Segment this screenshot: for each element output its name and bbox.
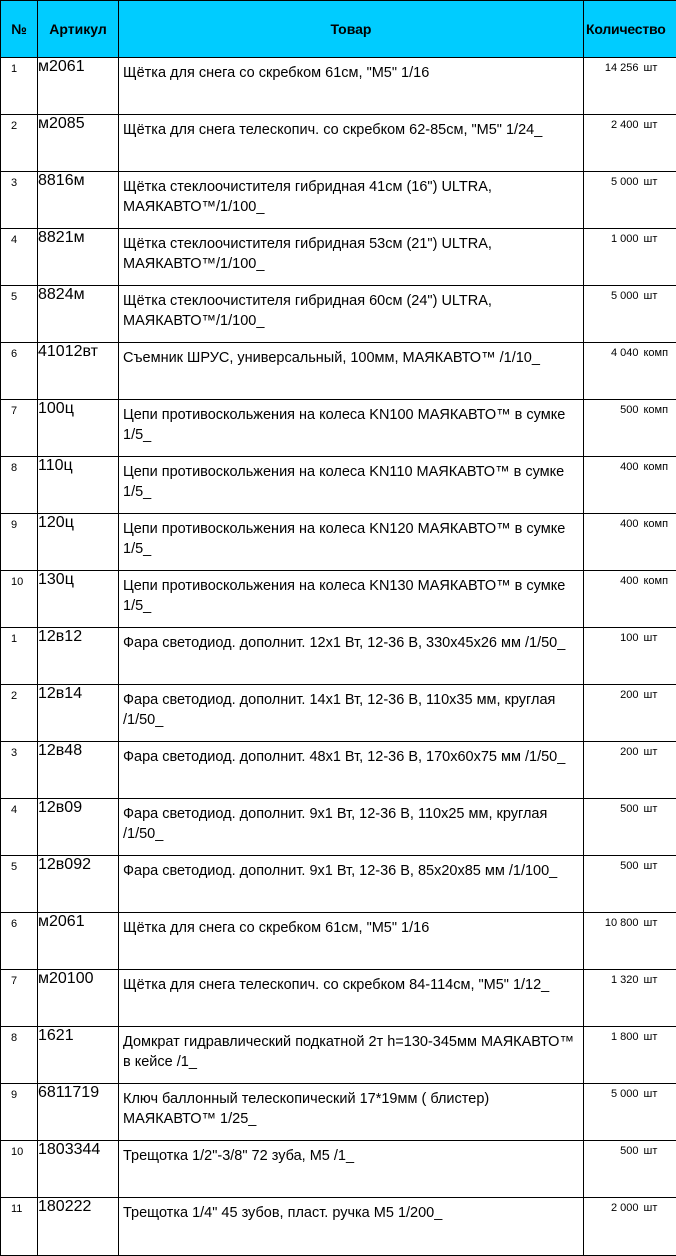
row-quantity: 500 — [584, 400, 642, 457]
table-row — [1, 286, 676, 343]
row-quantity: 5 000 — [584, 286, 642, 343]
row-article: 12в48 — [38, 742, 119, 799]
row-product-name: Цепи противоскольжения на колеса KN100 МАЯКАВТО™ в сумке 1/5_ — [119, 400, 584, 457]
row-quantity: 400 — [584, 457, 642, 514]
row-unit: шт — [642, 1141, 676, 1198]
row-num: 1 — [1, 628, 38, 685]
row-article: 8816м — [38, 172, 119, 229]
table-row — [1, 628, 676, 685]
row-product-name: Цепи противоскольжения на колеса KN110 МАЯКАВТО™ в сумке 1/5_ — [119, 457, 584, 514]
row-unit: шт — [642, 913, 676, 970]
row-num: 6 — [1, 913, 38, 970]
row-num: 11 — [1, 1198, 38, 1256]
table-row — [1, 685, 676, 742]
row-num: 1 — [1, 58, 38, 115]
row-unit: шт — [642, 799, 676, 856]
header-quantity: Количество — [584, 1, 676, 58]
row-quantity: 2 000 — [584, 1198, 642, 1256]
row-article: 12в14 — [38, 685, 119, 742]
table-row — [1, 1027, 676, 1084]
row-unit: шт — [642, 172, 676, 229]
table-row — [1, 970, 676, 1027]
row-quantity: 200 — [584, 685, 642, 742]
row-article: 12в12 — [38, 628, 119, 685]
row-unit: комп — [642, 514, 676, 571]
row-num: 9 — [1, 1084, 38, 1141]
row-num: 8 — [1, 1027, 38, 1084]
row-num: 10 — [1, 571, 38, 628]
table-row — [1, 1141, 676, 1198]
row-num: 5 — [1, 856, 38, 913]
row-num: 2 — [1, 115, 38, 172]
row-unit: шт — [642, 1027, 676, 1084]
row-num: 8 — [1, 457, 38, 514]
row-product-name: Фара светодиод. дополнит. 14x1 Вт, 12-36 В, 110x35 мм, круглая /1/50_ — [119, 685, 584, 742]
row-quantity: 1 800 — [584, 1027, 642, 1084]
row-quantity: 500 — [584, 1141, 642, 1198]
row-article: м20100 — [38, 970, 119, 1027]
row-quantity: 1 320 — [584, 970, 642, 1027]
row-unit: шт — [642, 1084, 676, 1141]
row-article: 110ц — [38, 457, 119, 514]
table-row — [1, 514, 676, 571]
row-num: 4 — [1, 229, 38, 286]
table-row — [1, 229, 676, 286]
table-row — [1, 172, 676, 229]
table-row — [1, 742, 676, 799]
table-row — [1, 856, 676, 913]
row-product-name: Щётка для снега телескопич. со скребком 62-85см, "М5" 1/24_ — [119, 115, 584, 172]
row-product-name: Щётка для снега со скребком 61см, "М5" 1/16 — [119, 58, 584, 115]
row-article: 12в092 — [38, 856, 119, 913]
row-unit: комп — [642, 571, 676, 628]
row-num: 6 — [1, 343, 38, 400]
row-num: 9 — [1, 514, 38, 571]
row-num: 3 — [1, 172, 38, 229]
row-article: 1621 — [38, 1027, 119, 1084]
row-article: м2061 — [38, 58, 119, 115]
row-product-name: Домкрат гидравлический подкатной 2т h=130-345мм МАЯКАВТО™ в кейсе /1_ — [119, 1027, 584, 1084]
table-row — [1, 58, 676, 115]
table-row — [1, 115, 676, 172]
row-product-name: Щётка стеклоочистителя гибридная 60см (24") ULTRA, МАЯКАВТО™/1/100_ — [119, 286, 584, 343]
row-product-name: Фара светодиод. дополнит. 48x1 Вт, 12-36 В, 170x60x75 мм /1/50_ — [119, 742, 584, 799]
table-row — [1, 457, 676, 514]
row-unit: шт — [642, 58, 676, 115]
row-article: 8824м — [38, 286, 119, 343]
header-product: Товар — [119, 1, 584, 58]
row-product-name: Цепи противоскольжения на колеса KN130 МАЯКАВТО™ в сумке 1/5_ — [119, 571, 584, 628]
row-quantity: 1 000 — [584, 229, 642, 286]
row-product-name: Щётка стеклоочистителя гибридная 53см (21") ULTRA, МАЯКАВТО™/1/100_ — [119, 229, 584, 286]
row-quantity: 2 400 — [584, 115, 642, 172]
row-num: 7 — [1, 400, 38, 457]
table-header-row — [1, 1, 676, 58]
header-article: Артикул — [38, 1, 119, 58]
row-unit: шт — [642, 229, 676, 286]
row-quantity: 5 000 — [584, 172, 642, 229]
table-row — [1, 799, 676, 856]
row-article: 100ц — [38, 400, 119, 457]
table-row — [1, 343, 676, 400]
row-unit: комп — [642, 343, 676, 400]
table-row — [1, 913, 676, 970]
row-product-name: Фара светодиод. дополнит. 9x1 Вт, 12-36 В, 110x25 мм, круглая /1/50_ — [119, 799, 584, 856]
row-product-name: Щётка для снега со скребком 61см, "М5" 1/16 — [119, 913, 584, 970]
row-quantity: 100 — [584, 628, 642, 685]
row-quantity: 400 — [584, 514, 642, 571]
row-unit: комп — [642, 400, 676, 457]
row-article: 180222 — [38, 1198, 119, 1256]
row-product-name: Щётка стеклоочистителя гибридная 41см (16") ULTRA, МАЯКАВТО™/1/100_ — [119, 172, 584, 229]
row-article: 12в09 — [38, 799, 119, 856]
row-product-name: Щётка для снега телескопич. со скребком 84-114см, "М5" 1/12_ — [119, 970, 584, 1027]
row-product-name: Фара светодиод. дополнит. 9x1 Вт, 12-36 В, 85x20x85 мм /1/100_ — [119, 856, 584, 913]
row-quantity: 500 — [584, 856, 642, 913]
row-unit: шт — [642, 628, 676, 685]
row-article: м2085 — [38, 115, 119, 172]
row-unit: комп — [642, 457, 676, 514]
row-unit: шт — [642, 115, 676, 172]
row-article: 130ц — [38, 571, 119, 628]
row-product-name: Ключ баллонный телескопический 17*19мм ( блистер) МАЯКАВТО™ 1/25_ — [119, 1084, 584, 1141]
row-quantity: 10 800 — [584, 913, 642, 970]
row-unit: шт — [642, 286, 676, 343]
row-unit: шт — [642, 742, 676, 799]
row-quantity: 200 — [584, 742, 642, 799]
row-product-name: Трещотка 1/4" 45 зубов, пласт. ручка М5 1/200_ — [119, 1198, 584, 1256]
table-row — [1, 571, 676, 628]
row-num: 5 — [1, 286, 38, 343]
row-article: м2061 — [38, 913, 119, 970]
row-unit: шт — [642, 970, 676, 1027]
row-num: 2 — [1, 685, 38, 742]
row-article: 8821м — [38, 229, 119, 286]
row-unit: шт — [642, 685, 676, 742]
table-row — [1, 1084, 676, 1141]
row-article: 41012вт — [38, 343, 119, 400]
row-article: 6811719 — [38, 1084, 119, 1141]
row-product-name: Фара светодиод. дополнит. 12x1 Вт, 12-36 В, 330x45x26 мм /1/50_ — [119, 628, 584, 685]
row-product-name: Трещотка 1/2"-3/8" 72 зуба, М5 /1_ — [119, 1141, 584, 1198]
row-article: 1803344 — [38, 1141, 119, 1198]
row-quantity: 400 — [584, 571, 642, 628]
row-product-name: Цепи противоскольжения на колеса KN120 МАЯКАВТО™ в сумке 1/5_ — [119, 514, 584, 571]
row-num: 7 — [1, 970, 38, 1027]
row-quantity: 500 — [584, 799, 642, 856]
row-num: 10 — [1, 1141, 38, 1198]
row-quantity: 14 256 — [584, 58, 642, 115]
row-product-name: Съемник ШРУС, универсальный, 100мм, МАЯКАВТО™ /1/10_ — [119, 343, 584, 400]
table-row — [1, 400, 676, 457]
row-unit: шт — [642, 1198, 676, 1256]
row-unit: шт — [642, 856, 676, 913]
row-num: 3 — [1, 742, 38, 799]
header-num: № — [1, 1, 38, 58]
row-article: 120ц — [38, 514, 119, 571]
table-row — [1, 1198, 676, 1256]
row-num: 4 — [1, 799, 38, 856]
row-quantity: 4 040 — [584, 343, 642, 400]
row-quantity: 5 000 — [584, 1084, 642, 1141]
